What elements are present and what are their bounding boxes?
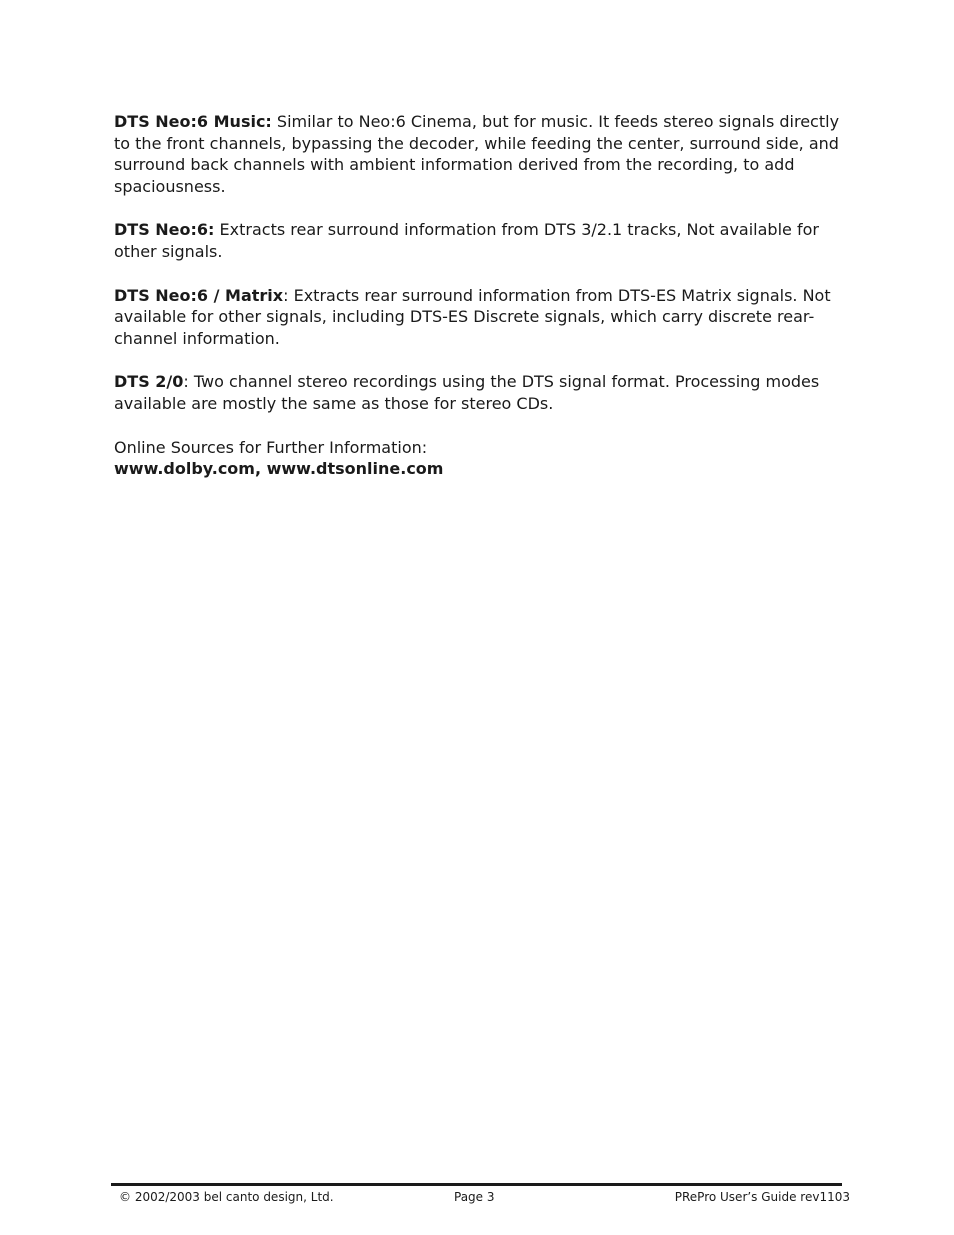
definition-dts-neo6-matrix: : Extracts rear surround information from DTS-ES Matrix signals. Not available for other signals, including DTS-ES Discrete signals, which carry discrete rear-channel information. bbox=[114, 285, 831, 348]
footer-guide-title: PRePro User’s Guide rev1103 bbox=[674, 1190, 850, 1204]
online-sources bbox=[114, 437, 844, 480]
online-sources-heading: Online Sources for Further Information: bbox=[114, 437, 428, 457]
definition-dts-neo6-music: Similar to Neo:6 Cinema, but for music. It feeds stereo signals directly to the front channels, bypassing the decoder, while feeding the center, surround side, and surround back channels with ambient information derived from the recording, to add spaciousness. bbox=[114, 112, 840, 196]
term-dts-neo6-matrix: DTS Neo:6 / Matrix bbox=[114, 285, 284, 305]
paragraph-dts-2-0 bbox=[114, 371, 844, 414]
definition-dts-2-0: : Two channel stereo recordings using the DTS signal format. Processing modes available are mostly the same as those for stereo CDs. bbox=[114, 372, 820, 413]
term-dts-neo6-music: DTS Neo:6 Music: bbox=[114, 112, 272, 131]
online-sources-links: www.dolby.com, www.dtsonline.com bbox=[114, 459, 444, 479]
document-body bbox=[114, 111, 844, 480]
definition-dts-neo6: Extracts rear surround information from DTS 3/2.1 tracks, Not available for other signals. bbox=[114, 220, 819, 261]
term-dts-neo6: DTS Neo:6: bbox=[114, 220, 215, 240]
footer-page-number: Page 3 bbox=[454, 1190, 495, 1204]
paragraph-dts-neo6 bbox=[114, 219, 844, 262]
footer-copyright: © 2002/2003 bel canto design, Ltd. bbox=[119, 1190, 334, 1204]
term-dts-2-0: DTS 2/0 bbox=[114, 372, 184, 392]
footer-divider bbox=[111, 1183, 842, 1186]
paragraph-dts-neo6-matrix bbox=[114, 285, 844, 350]
paragraph-dts-neo6-music bbox=[114, 111, 844, 197]
